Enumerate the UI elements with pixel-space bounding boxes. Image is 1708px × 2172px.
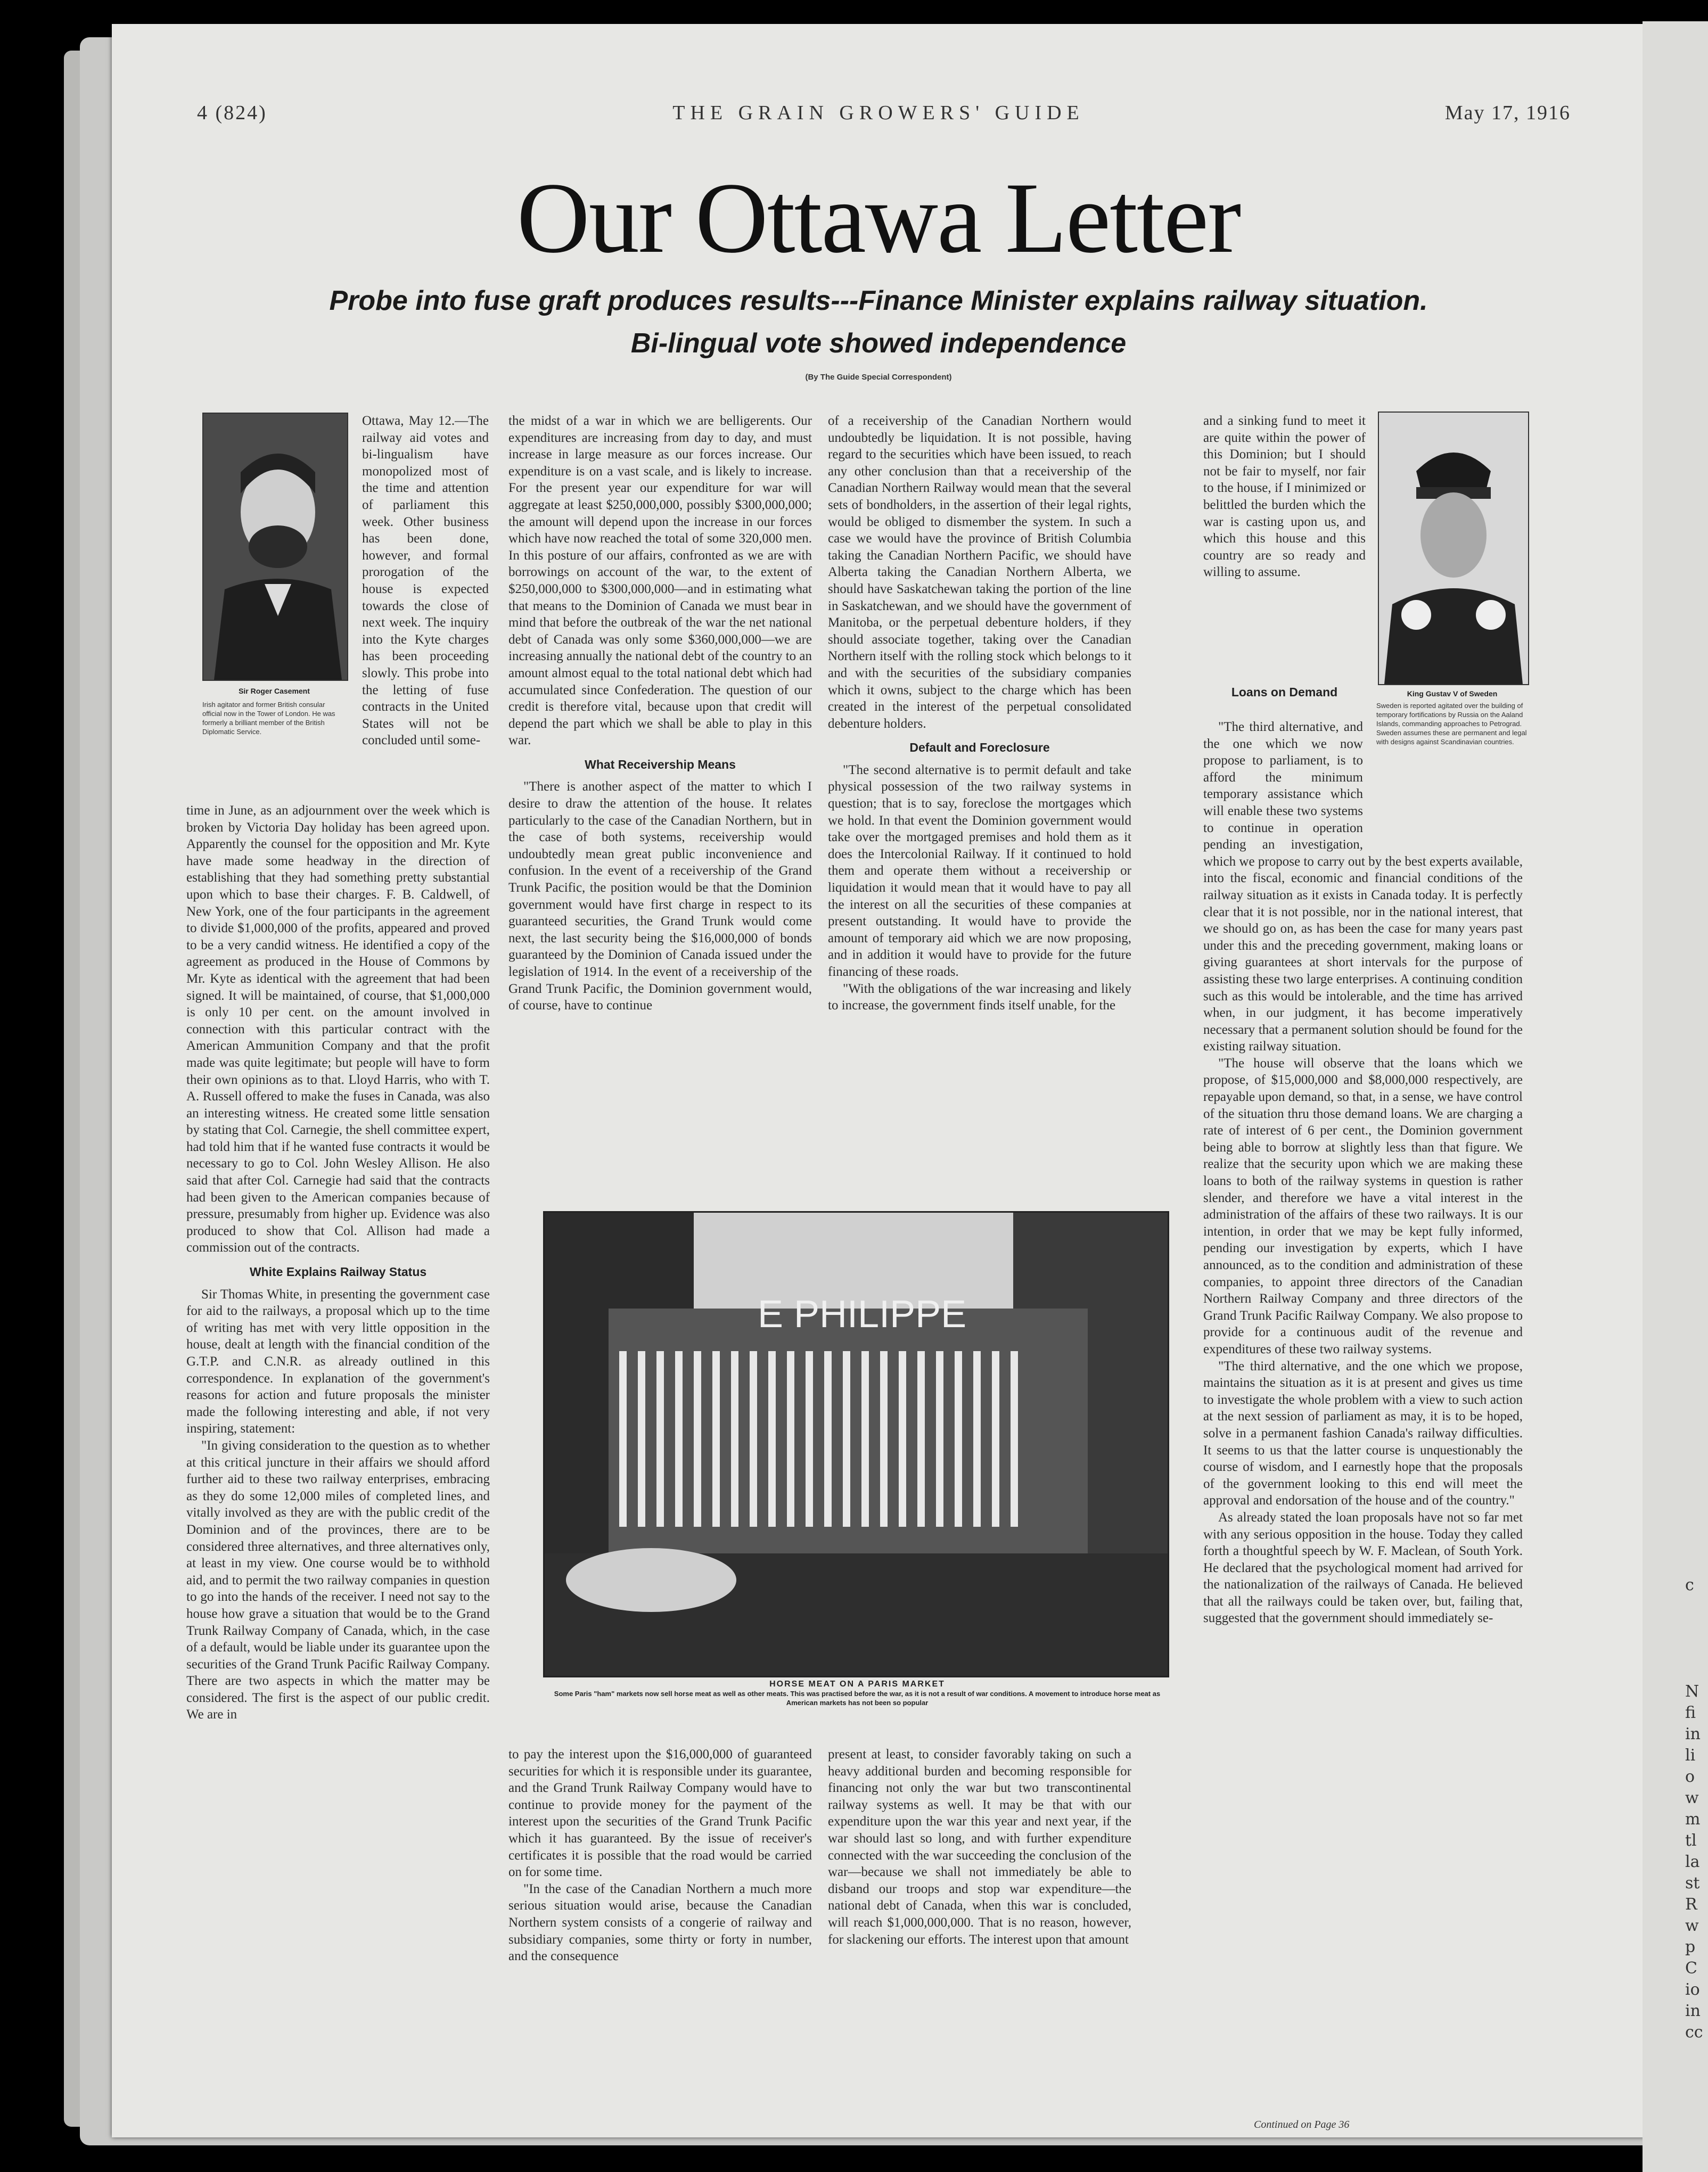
subheading-receivership: What Receivership Means	[585, 757, 736, 771]
paragraph: the midst of a war in which we are belligerents. Our expenditures are increasing from day to day, and must increase in large measure as our forces increase. Our expenditure is on a vast scale, and is likely to increase. For the present year our expenditure for war will aggregate at least $250,000,000, possibly $300,000,000; the amount will depend upon the increase in our forces which have now reached the total of some 320,000 men. In this posture of our affairs, confronted as we are with borrowings on account of the war, to the extent of $250,000,000 to $300,000,000—and in estimating what that means to the Dominion of Canada we must bear in mind that before the outbreak of the war the net national debt of Canada was only some $360,000,000—we are increasing annually the national debt of the country to an amount almost equal to the total national debt which had accumulated since Confederation. The question of our credit is therefore vital, because upon that credit will depend the part which we shall be able to play in this war.	[508, 414, 812, 748]
subheading-default: Default and Foreclosure	[909, 741, 1050, 755]
portrait-casement-image	[203, 414, 347, 680]
paragraph: Ottawa, May 12.—The railway aid votes and bi-lingualism have monopolized most of the time and attention of parliament this week. Other business has been done, however, and formal prorogation of the house is expected towards the close of next week. The inquiry into the Kyte charges has been proceeding slowly. This probe into the letting of fuse contracts in the United States will not be concluded until some-	[362, 414, 489, 748]
next-page-fragment: C	[1685, 1959, 1697, 1978]
column-2	[508, 413, 812, 1200]
next-page-fragment: in	[1685, 2002, 1701, 2020]
horse-meat-photo	[543, 1211, 1169, 1677]
paragraph: "With the obligations of the war increasing and likely to increase, the government finds itself unable, for the	[828, 981, 1131, 1013]
paragraph: of a receivership of the Canadian Northern would undoubtedly be liquidation. It is not possible, having regard to the securities which have been issued, to reach any other conclusion than that a receivership of the Canadian Northern Railway would mean that the several sets of bondholders, in the assertion of their legal rights, would be obliged to dismember the system. In such a case we would have the province of British Columbia taking the Canadian Northern Pacific, we should have Alberta taking the Canadian Northern Alberta, we should have Saskatchewan taking the portion of the line in Saskatchewan, and we should have the government of Manitoba, or the perpetual debenture holders, if they should associate together, taking over the Canadian Northern itself with the rolling stock which belongs to it and with the securities of the subsidiary companies which it owns, subject to the charge which has been created in the interest of the perpetual consolidated debenture holders.	[828, 414, 1131, 731]
paragraph: Sir Thomas White, in presenting the government case for aid to the railways, a proposal which up to the time of writing has met with very little opposition in the house, dealt at length with the financial condition of the G.T.P. and C.N.R. as already outlined in this correspondence. In explanation of the government's reasons for action and future proposals the minister made the following interesting and able, if not very inspiring, statement:	[186, 1287, 490, 1436]
portrait-gustav-caption: Sweden is reported agitated over the building of temporary fortifications by Russia on the Aaland Islands, commanding approaches to Petrograd. Sweden assumes these are permanent and legal with designs against Scandinavian countries.	[1376, 702, 1527, 746]
next-page-edge	[1643, 21, 1708, 2172]
paragraph: time in June, as an adjournment over the week which is broken by Victoria Day holiday has been agreed upon. Apparently the counsel for the opposition and Mr. Kyte have made some headway in the direction of establishing that they had something pretty substantial upon which to base their charges. F. B. Caldwell, of New York, one of the four participants in the agreement to divide $1,000,000 of the profits, appeared and proved to be a very candid witness. He identified a copy of the agreement as produced in the House of Commons by Mr. Kyte as identical with the agreement that had been signed. It will be maintained, of course, that $1,000,000 is only 10 per cent. on the amount involved in connection with this particular contract with the American Ammunition Company and that the profit made was quite legitimate; but people will have to form their own opinions as to that. Lloyd Harris, who with T. A. Russell offered to make the fuses in Canada, was also an interesting witness. He created some little sensation by stating that Col. Carnegie, the shell committee expert, had told him that if he wanted fuse contracts it would be necessary to go to Col. John Wesley Allison. He also said that after Col. Carnegie had said that the contracts had been given to the American companies because of pressure, presumably from higher up. Evidence was also produced to show that Col. Allison had made a commission out of the contracts.	[186, 803, 490, 1255]
article-subtitle-1: Probe into fuse graft produces results---Finance Minister explains railway situation.	[329, 285, 1428, 316]
column-3-bottom	[828, 1746, 1131, 2103]
next-page-fragment: w	[1685, 1789, 1699, 1807]
portrait-gustav-name: King Gustav V of Sweden	[1407, 689, 1498, 698]
next-page-fragment: li	[1685, 1746, 1696, 1765]
next-page-fragment: in	[1685, 1725, 1701, 1743]
newspaper-page	[112, 24, 1645, 2137]
masthead: THE GRAIN GROWERS' GUIDE	[672, 102, 1085, 124]
paragraph: and a sinking fund to meet it are quite within the power of this Dominion; but I should not be fair to myself, nor fair to the house, if I minimized or belittled the burden which the war is casting upon us, and which this house and this country are so ready and willing to assume.	[1203, 414, 1366, 580]
portrait-casement	[202, 413, 348, 681]
portrait-gustav-image	[1379, 413, 1528, 684]
paragraph: "The third alternative, and the one which we now propose to parliament, is to afford the minimum temporary assistance which will enable these two systems to continue in operation pending an investigation, which we propose to carry out by the best experts available, into the fiscal, economic and financial conditions of the railway situation as it exists in Canada today. It is perfectly clear that it is not possible, nor in the national interest, that we should go on, as has been the case for many years past under this and the preceding government, making loans or giving guarantees at short intervals for the purpose of assisting these two large enterprises. A continuing condition such as this would be intolerable, and the time has arrived when, in our judgment, it has become imperatively necessary that a permanent solution should be found for the existing railway situation.	[1203, 720, 1523, 1054]
photo-caption-text: Some Paris "ham" markets now sell horse meat as well as other meats. This was practised before the war, as it is not a result of war conditions. A movement to introduce horse meat as American markets has not been so popular	[554, 1690, 1161, 1707]
column-4	[1203, 719, 1523, 2108]
column-1-top	[362, 413, 489, 801]
paragraph: "The second alternative is to permit default and take physical possession of the two railway systems in question; that is to say, foreclose the mortgages which we hold. In that event the Dominion government would take over the mortgaged premises and hold them as it does the Intercolonial Railway. If it continued to hold them and operate them without a receivership or liquidation it would mean that it would have to pay all the interest on all the securities of these companies at present outstanding. It would have to provide the amount of temporary aid which we are now proposing, and in addition it would have to provide for the future financing of these roads.	[828, 762, 1131, 979]
article-subtitle-2: Bi-lingual vote showed independence	[630, 328, 1127, 359]
photo-sign-text: E PHILIPPE	[758, 1293, 967, 1336]
next-page-fragment: io	[1685, 1980, 1700, 1999]
page-header	[112, 101, 1645, 128]
next-page-fragment: p	[1685, 1938, 1696, 1956]
paragraph: "The house will observe that the loans which we propose, of $15,000,000 and $8,000,000 respectively, are repayable upon demand, so that, in a sense, we have control of the situation thru those demand loans. We are charging a rate of interest of 6 per cent., the Dominion government being able to borrow at slightly less than that figure. We realize that the security upon which we are making these loans to both of the railway systems in question is rather slender, and therefore we have a vital interest in the administration of the affairs of these two railways. It is our intention, in order that we may be kept fully informed, pending our investigation by experts, which I have announced, as to the condition and administration of these companies, to appoint three directors of the Canadian Northern Railway Company and three directors of the Grand Trunk Pacific Railway Company. We also propose to provide for a continuous audit of the revenue and expenditures of these two railway systems.	[1203, 1056, 1523, 1356]
paragraph: As already stated the loan proposals have not so far met with any serious opposition in the house. Today they called forth a thoughtful speech by W. F. Maclean, of South York. He declared that the psychological moment had arrived for the nationalization of the railways of Canada. He believed that all the railways could be taken over, but, failing that, suggested that the government should immediately se-	[1203, 1510, 1523, 1626]
subheading-white-explains: White Explains Railway Status	[249, 1265, 427, 1279]
float-spacer	[1363, 719, 1523, 841]
subheading-loans: Loans on Demand	[1231, 685, 1338, 699]
next-page-fragment: la	[1685, 1853, 1700, 1871]
paragraph: "The third alternative, and the one which we propose, maintains the situation as it is at present and gives us time to investigate the whole problem with a view to such action at the next session of parliament as may, it is to be hoped, solve in a permanent fashion Canada's railway difficulties. It seems to us that the latter course is unquestionably the course of wisdom, and I earnestly hope that the proposals of the government looking to this end will meet the approval and endorsation of the house and of the country."	[1203, 1359, 1523, 1508]
column-2-bottom	[508, 1746, 812, 2103]
next-page-fragment: st	[1685, 1874, 1700, 1893]
paragraph: "In the case of the Canadian Northern a much more serious situation would arise, because the Canadian Northern system consists of a congerie of railway and subsidiary companies, some thirty or forty in number, and the consequence	[508, 1881, 812, 1964]
column-4-top	[1203, 413, 1366, 681]
portrait-gustav	[1378, 412, 1529, 685]
horse-meat-photo-image	[545, 1213, 1168, 1676]
continued-note: Continued on Page 36	[1254, 2119, 1350, 2130]
paragraph: present at least, to consider favorably taking on such a heavy additional burden and becoming responsible for financing not only the war but two transcontinental railway systems as well. It may be that with our expenditure upon the war this year and next year, if the war should last so long, and with further expenditure connected with the war succeeding the conclusion of the war—because we shall not immediately be able to disband our troops and stop war expenditure—the national debt of Canada, when this war is concluded, will reach $1,000,000,000. That is no reason, however, for slackening our efforts. The interest upon that amount	[828, 1747, 1131, 1947]
next-page-fragment: N	[1685, 1682, 1699, 1701]
paragraph: "In giving consideration to the question as to whether at this critical juncture in their affairs we should afford further aid to these two railway enterprises, embracing as they do some 12,000 miles of completed lines, and vitally involved as they are with the public credit of the Dominion and of the provinces, there are to be considered three alternatives, and three alternatives only, at least in my view. One course would be to withhold aid, and to permit the two railway companies in question to go into the hands of the receiver. I need not say to the house how grave a situation that would be to the Grand Trunk Railway Company of Canada, which, in the case of a default, would be liable under its guarantee upon the securities of the Grand Trunk Pacific Railway Company. There are two aspects in which the matter may be considered. The first is the aspect of our public credit. We are in	[186, 1438, 490, 1722]
column-1	[186, 802, 490, 2043]
portrait-casement-caption: Irish agitator and former British consular official now in the Tower of London. He was formerly a brilliant member of the British Diplomatic Service.	[202, 701, 335, 736]
column-3	[828, 413, 1131, 1200]
next-page-fragment: m	[1685, 1810, 1701, 1829]
next-page-fragment: o	[1685, 1767, 1695, 1786]
byline: (By The Guide Special Correspondent)	[805, 373, 952, 382]
next-page-fragment: R	[1685, 1895, 1697, 1914]
page-number: 4 (824)	[197, 102, 267, 124]
issue-date: May 17, 1916	[1444, 102, 1571, 124]
next-page-fragment: fi	[1685, 1704, 1696, 1722]
next-page-fragment: cc	[1685, 2023, 1703, 2042]
next-page-fragment: c	[1685, 1576, 1694, 1594]
paragraph: "There is another aspect of the matter to which I desire to draw the attention of the house. It relates particularly to the case of the Canadian Northern, but in the case of both systems, receivership would undoubtedly mean great public inconvenience and confusion. In the event of a receivership of the Grand Trunk Pacific, the position would be that the Dominion government would have first charge in respect to its guaranteed securities, the Grand Trunk would come next, the last security being the $16,000,000 of bonds guaranteed by the Dominion of Canada issued under the legislation of 1914. In the event of a receivership of the Grand Trunk Pacific, the Dominion government would, of course, have to continue	[508, 779, 812, 1013]
photo-caption	[538, 1680, 1177, 1707]
article-title: Our Ottawa Letter	[516, 162, 1241, 274]
next-page-fragment: w	[1685, 1916, 1699, 1935]
paragraph: to pay the interest upon the $16,000,000 of guaranteed securities for which it is responsible under its guarantee, and the Grand Trunk Railway Company would have to continue to provide money for the payment of the interest upon the securities of the Grand Trunk Pacific which it has guaranteed. By the issue of receiver's certificates it is possible that the road would be carried on for some time.	[508, 1747, 812, 1880]
portrait-casement-name: Sir Roger Casement	[239, 687, 310, 695]
next-page-fragment: tl	[1685, 1831, 1697, 1850]
photo-caption-title: HORSE MEAT ON A PARIS MARKET	[769, 1680, 945, 1689]
